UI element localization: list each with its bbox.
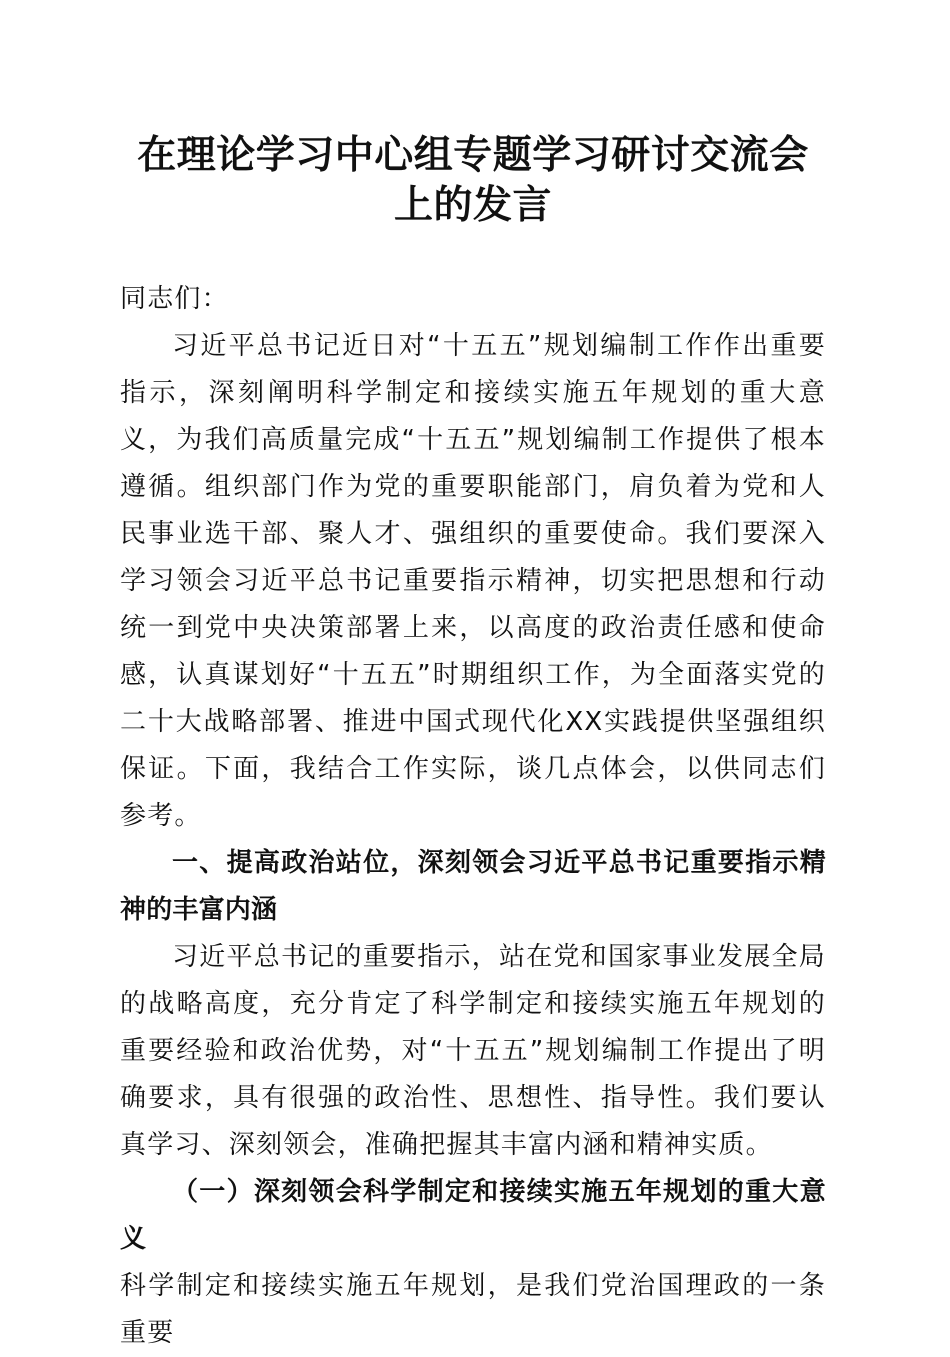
section-heading-1: 一、提高政治站位，深刻领会习近平总书记重要指示精神的丰富内涵 xyxy=(120,848,826,925)
document-page xyxy=(120,130,826,1357)
document-body xyxy=(120,276,826,1357)
section-1-paragraph: 习近平总书记的重要指示，站在党和国家事业发展全局的战略高度，充分肯定了科学制定和接续实施五年规划的重要经验和政治优势，对“十五五”规划编制工作提出了明确要求，具有很强的政治性、思想性、指导性。我们要认真学习、深刻领会，准确把握其丰富内涵和精神实质。 xyxy=(120,942,826,1160)
document-title: 在理论学习中心组专题学习研讨交流会上的发言 xyxy=(137,132,809,228)
intro-paragraph: 习近平总书记近日对“十五五”规划编制工作作出重要指示，深刻阐明科学制定和接续实施五年规划的重大意义，为我们高质量完成“十五五”规划编制工作提供了根本遵循。组织部门作为党的重要职能部门，肩负着为党和人民事业选干部、聚人才、强组织的重要使命。我们要深入学习领会习近平总书记重要指示精神，切实把思想和行动统一到党中央决策部署上来，以高度的政治责任感和使命感，认真谋划好“十五五”时期组织工作，为全面落实党的二十大战略部署、推进中国式现代化XX实践提供坚强组织保证。下面，我结合工作实际，谈几点体会，以供同志们参考。 xyxy=(120,331,826,831)
subsection-1-paragraph: 科学制定和接续实施五年规划，是我们党治国理政的一条重要 xyxy=(120,1271,826,1348)
salutation: 同志们： xyxy=(120,284,229,314)
subsection-heading-1: （一）深刻领会科学制定和接续实施五年规划的重大意义 xyxy=(120,1177,826,1254)
